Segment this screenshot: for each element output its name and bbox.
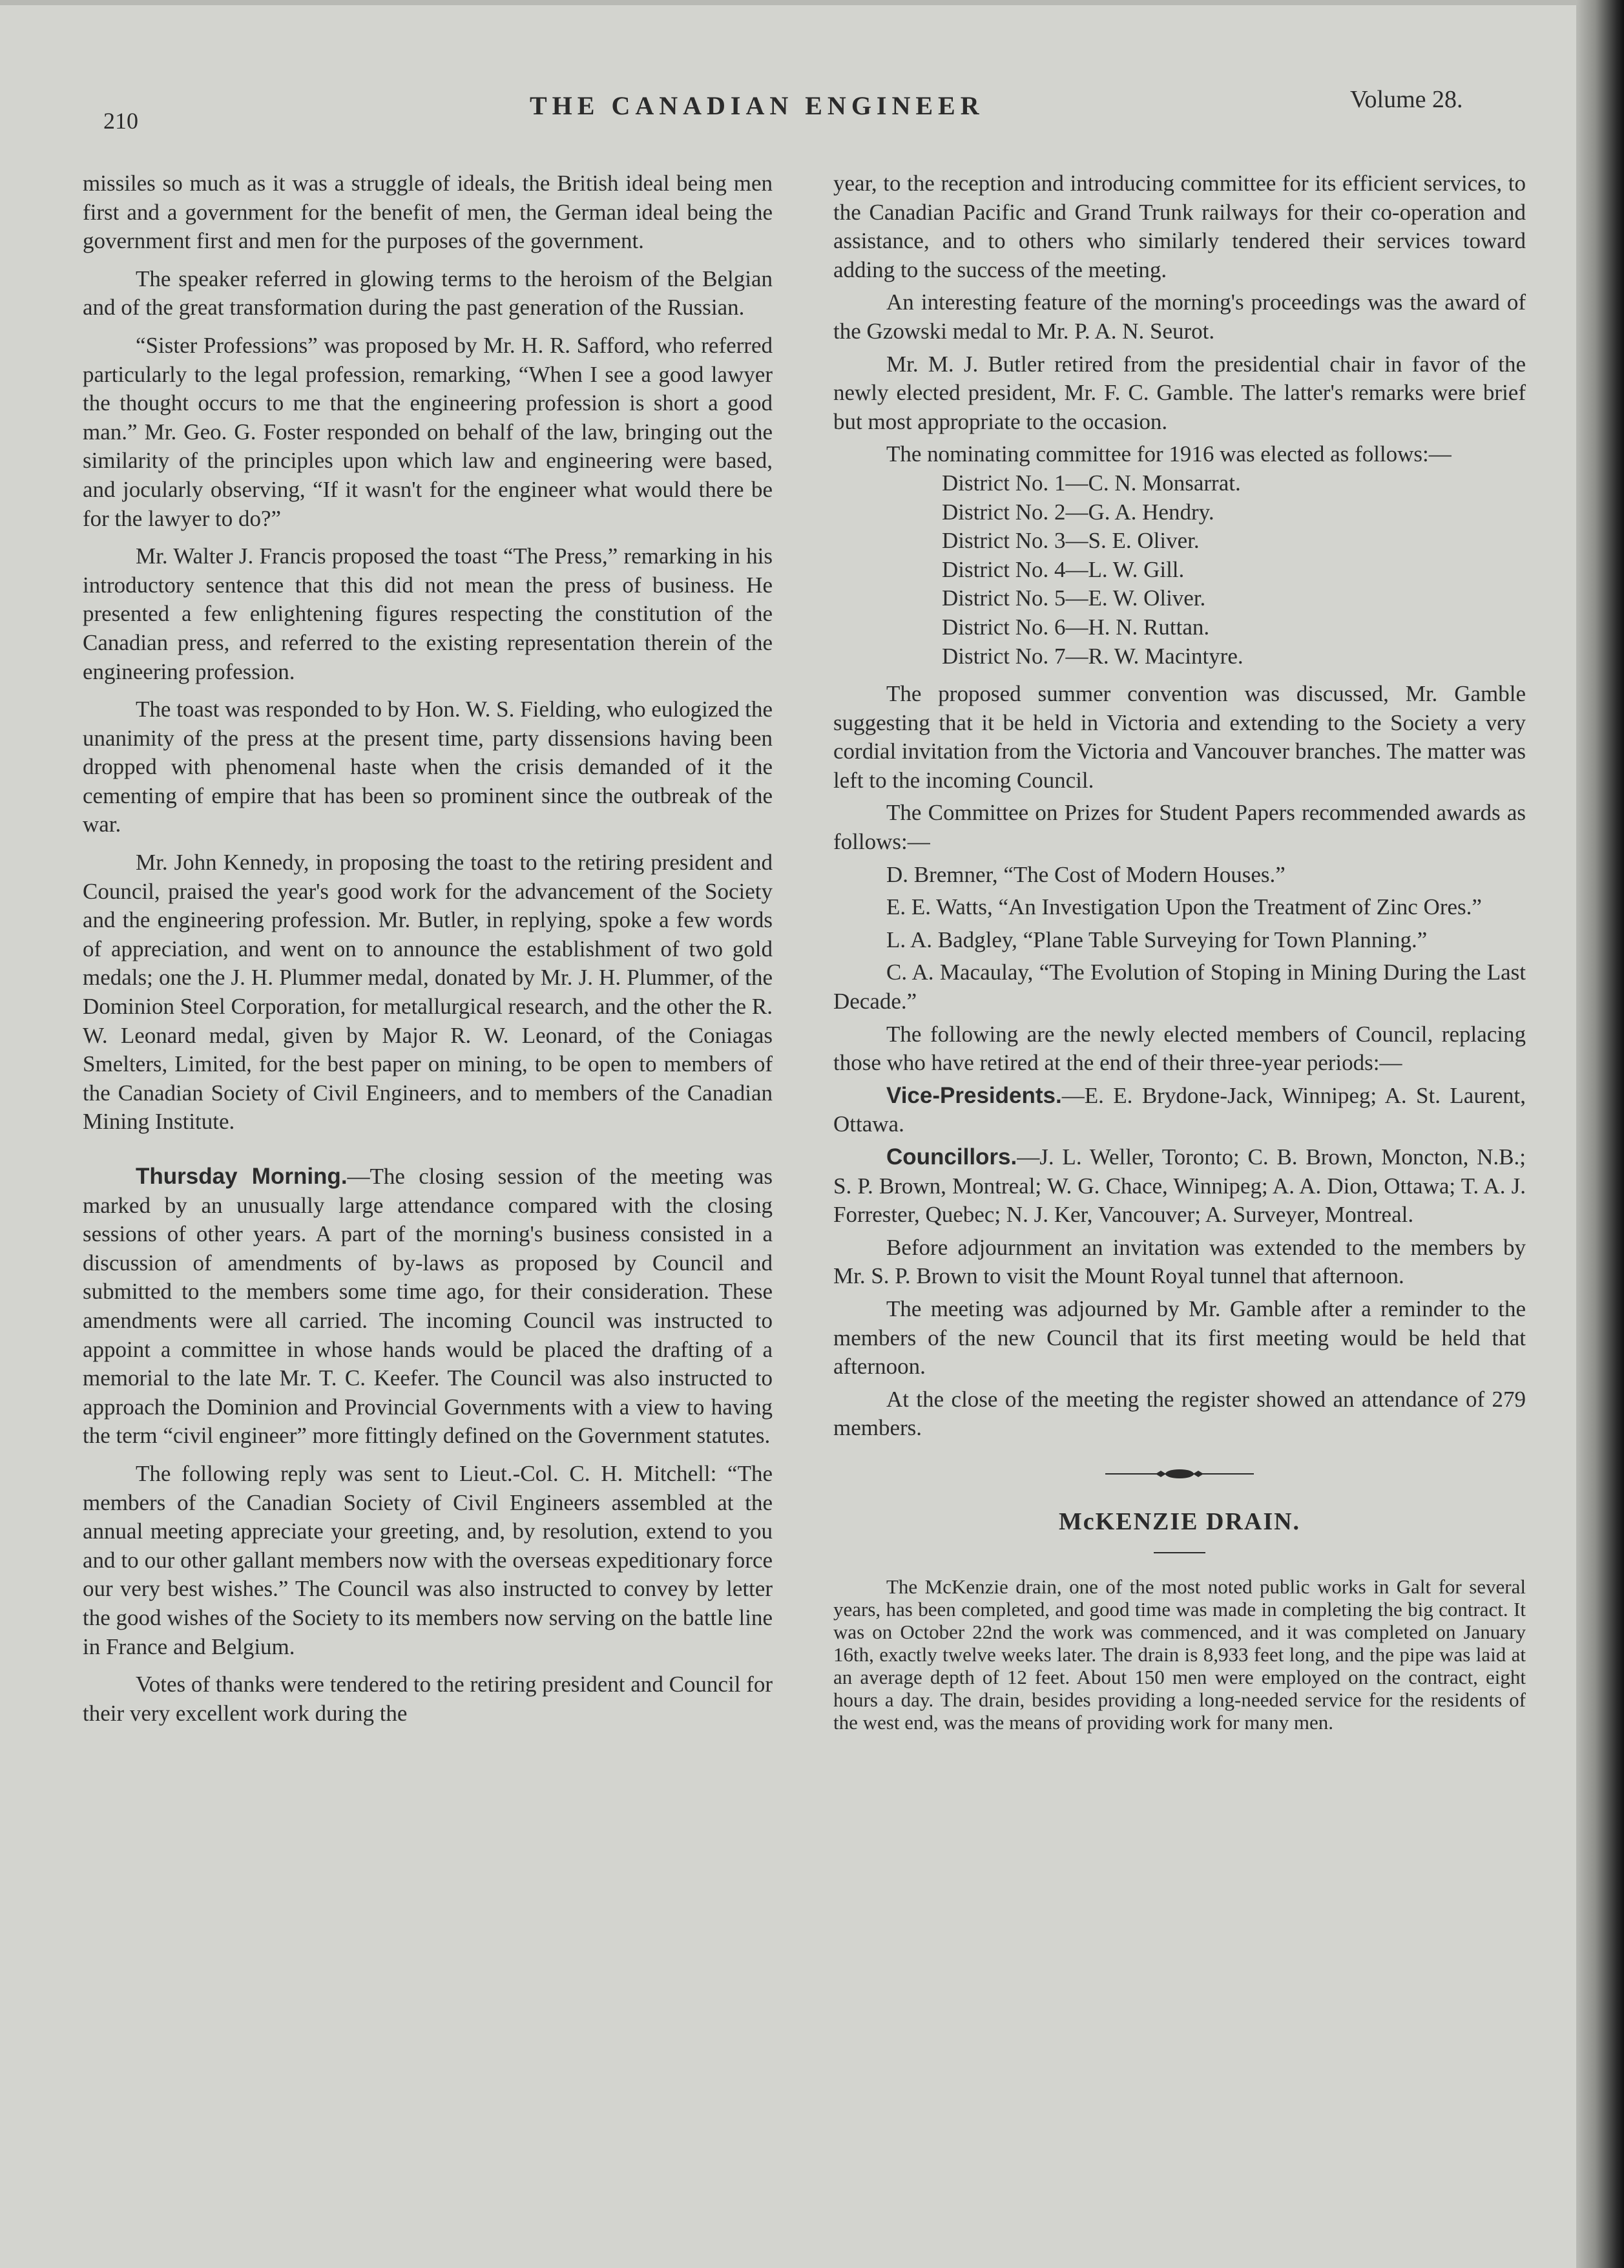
section-ornament: [1105, 1466, 1254, 1482]
paragraph: Mr. M. J. Butler retired from the presidential chair in favor of the newly elected president, Mr. F. C. Gamble. The latter's remarks were brief but most appropriate to the occasion.: [833, 351, 1526, 434]
paragraph: L. A. Badgley, “Plane Table Surveying for Town Planning.”: [886, 927, 1428, 952]
article-title: McKENZIE DRAIN.: [1058, 1507, 1301, 1535]
right-column: [833, 169, 1526, 1734]
run-in-heading: Councillors.: [886, 1144, 1017, 1170]
paragraph: The speaker referred in glowing terms to the heroism of the Belgian and of the great transformation during the past generation of the Russian.: [83, 266, 773, 320]
district-item: District No. 3—S. E. Oliver.: [942, 528, 1200, 554]
paragraph: “Sister Professions” was proposed by Mr. H. R. Safford, who referred particularly to the legal profession, remarking, “When I see a good lawyer the thought occurs to me that the engineering profession is short a good man.” Mr. Geo. G. Foster responded on behalf of the law, bringing out the similarity of the principles upon which law and engineering were based, and jocularly observing, “If it wasn't for the engineer what would there be for the lawyer to do?”: [83, 332, 773, 531]
paragraph-body: —J. L. Weller, Toronto; C. B. Brown, Moncton, N.B.; S. P. Brown, Montreal; W. G. Chace, Winnipeg; A. A. Dion, Ottawa; T. A. J. Forrester, Quebec; N. J. Ker, Vancouver; A. Surveyer, Montreal.: [833, 1144, 1526, 1228]
paragraph: The following reply was sent to Lieut.-Col. C. H. Mitchell: “The members of the Canadian Society of Civil Engineers assembled at the annual meeting appreciate your greeting, and, by resolution, extend to you and to our other gallant members now with the overseas expeditionary force our very best wishes.” The Council was also instructed to convey by letter the good wishes of the Society to its members now serving on the battle line in France and Belgium.: [83, 1460, 773, 1659]
paragraph: Mr. Walter J. Francis proposed the toast “The Press,” remarking in his introductory sentence that this did not mean the press of business. He presented a few enlightening figures respecting the constitution of the Canadian press, and referred to the existing representation therein of the engineering profession.: [83, 543, 773, 684]
paragraph: E. E. Watts, “An Investigation Upon the Treatment of Zinc Ores.”: [886, 894, 1482, 920]
paragraph: Votes of thanks were tendered to the retiring president and Council for their very excellent work during the: [83, 1672, 773, 1726]
paragraph: The proposed summer convention was discussed, Mr. Gamble suggesting that it be held in Victoria and extending to the Society a very cordial invitation from the Victoria and Vancouver branches. The matter was left to the incoming Council.: [833, 681, 1526, 793]
district-item: District No. 2—G. A. Hendry.: [942, 499, 1214, 525]
paragraph-thursday-morning: [83, 1162, 773, 1451]
running-header: [0, 84, 1576, 134]
district-list: [942, 469, 1526, 671]
paragraph: At the close of the meeting the register showed an attendance of 279 members.: [833, 1386, 1526, 1441]
paragraph-councillors: [833, 1143, 1526, 1230]
paragraph-vice-presidents: [833, 1082, 1526, 1139]
paragraph: Before adjournment an invitation was extended to the members by Mr. S. P. Brown to visit the Mount Royal tunnel that afternoon.: [833, 1234, 1526, 1289]
paragraph: D. Bremner, “The Cost of Modern Houses.”: [886, 861, 1286, 887]
paragraph: C. A. Macaulay, “The Evolution of Stoping in Mining During the Last Decade.”: [833, 960, 1526, 1014]
paragraph: missiles so much as it was a struggle of ideals, the British ideal being men first and a government for the benefit of men, the German ideal being the government first and men for the purposes of the government.: [83, 171, 773, 254]
journal-title: THE CANADIAN ENGINEER: [530, 91, 984, 120]
district-item: District No. 6—H. N. Ruttan.: [942, 614, 1210, 640]
left-column: [83, 169, 773, 1728]
paragraph: The toast was responded to by Hon. W. S. Fielding, who eulogized the unanimity of the press at the present time, party dissensions having been dropped with phenomenal haste when the crisis demanded of it the cementing of empire that has been so prominent since the outbreak of the war.: [83, 697, 773, 837]
paragraph: year, to the reception and introducing committee for its efficient services, to the Canadian Pacific and Grand Trunk railways for their co-operation and assistance, and to others who similarly tendered their services toward adding to the success of the meeting.: [833, 171, 1526, 282]
run-in-heading: Thursday Morning.: [136, 1164, 348, 1189]
district-item: District No. 4—L. W. Gill.: [942, 556, 1185, 582]
page-number: 210: [103, 108, 138, 134]
run-in-heading: Vice-Presidents.: [886, 1082, 1062, 1108]
paragraph: An interesting feature of the morning's proceedings was the award of the Gzowski medal to Mr. P. A. N. Seurot.: [833, 289, 1526, 344]
article-body: The McKenzie drain, one of the most noted public works in Galt for several years, has been completed, and good time was made in completing the big contract. It was on October 22nd the work was commenced, and it was completed on January 16th, exactly twelve weeks later. The drain is 8,933 feet long, and the pipe was laid at an average depth of 12 feet. About 150 men were employed on the contract, eight hours a day. The drain, besides providing a long-needed service for the residents of the west end, was the means of providing work for many men.: [833, 1575, 1526, 1734]
page-top-edge: [0, 0, 1576, 5]
district-item: District No. 1—C. N. Monsarrat.: [942, 470, 1241, 496]
district-item: District No. 5—E. W. Oliver.: [942, 585, 1206, 611]
paragraph: The following are the newly elected members of Council, replacing those who have retired at the end of their three-year periods:—: [833, 1021, 1526, 1076]
paragraph: The meeting was adjourned by Mr. Gamble after a reminder to the members of the new Council that its first meeting would be held that afternoon.: [833, 1296, 1526, 1380]
paragraph-body: —The closing session of the meeting was marked by an unusually large attendance compared with the closing sessions of other years. A part of the morning's business consisted in a discussion of amendments of by-laws as proposed by Council and submitted to the members some time ago, for their consideration. These amendments were all carried. The incoming Council was instructed to appoint a committee in whose hands would be placed the drafting of a memorial to the late Mr. T. C. Keefer. The Council was also instructed to approach the Dominion and Provincial Governments with a view to having the term “civil engineer” more fittingly defined on the Government statutes.: [83, 1164, 773, 1449]
paragraph: Mr. John Kennedy, in proposing the toast to the retiring president and Council, praised the year's good work for the advancement of the Society and the engineering profession. Mr. Butler, in replying, spoke a few words of appreciation, and went on to announce the establishment of two gold medals; one the J. H. Plummer medal, donated by Mr. J. H. Plummer, of the Dominion Steel Corporation, for metallurgical research, and the other the R. W. Leonard medal, given by Major R. W. Leonard, of the Coniagas Smelters, Limited, for the best paper on mining, to be open to members of the Canadian Society of Civil Engineers, and to members of the Canadian Mining Institute.: [83, 850, 773, 1135]
binding-shadow: [1576, 0, 1624, 2268]
paragraph: The Committee on Prizes for Student Papers recommended awards as follows:—: [833, 800, 1526, 855]
paragraph-body: —E. E. Brydone-Jack, Winnipeg; A. St. Laurent, Ottawa.: [833, 1082, 1526, 1137]
volume-label: Volume 28.: [1350, 86, 1463, 113]
district-item: District No. 7—R. W. Macintyre.: [942, 643, 1244, 669]
title-rule: [1154, 1552, 1205, 1553]
paragraph: The nominating committee for 1916 was elected as follows:—: [886, 441, 1452, 467]
